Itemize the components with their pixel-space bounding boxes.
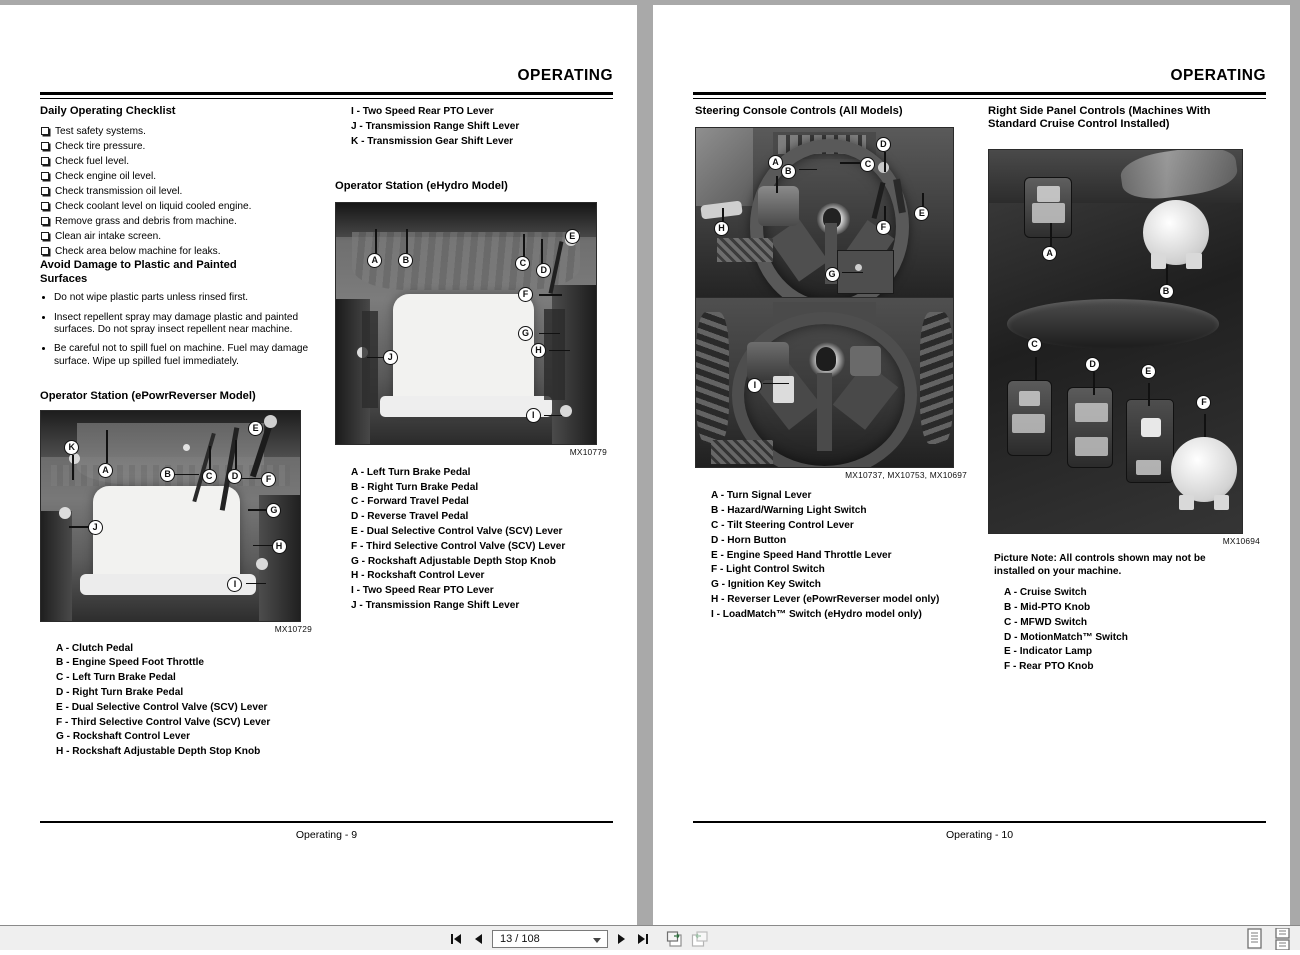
- legend-item: F - Third Selective Control Valve (SCV) Lever: [351, 540, 566, 552]
- figure-callout-D: D: [1085, 357, 1100, 372]
- figure-callout-H: H: [714, 221, 729, 236]
- footer-rule: [40, 821, 613, 823]
- daily-checklist: [40, 124, 312, 259]
- page-header-title: OPERATING: [517, 67, 613, 84]
- photo-content: [41, 411, 300, 621]
- figure-callout-D: D: [876, 137, 891, 152]
- chevron-down-icon[interactable]: [593, 938, 601, 943]
- footer-rule: [693, 821, 1266, 823]
- page-navigation-group: [448, 926, 710, 951]
- figure-callout-F: F: [876, 220, 891, 235]
- figure-callout-J: J: [88, 520, 103, 535]
- legend-item: C - MFWD Switch: [1004, 616, 1087, 628]
- legend-item: K - Transmission Gear Shift Lever: [351, 135, 514, 147]
- bullet-label: Insect repellent spray may damage plastic and painted surfaces. Do not spray insect repellent near machine.: [54, 311, 299, 336]
- page-header: [40, 67, 613, 101]
- checkbox-icon: [41, 157, 49, 165]
- checklist-item-label: Check engine oil level.: [55, 171, 156, 183]
- viewer-toolbar: [0, 925, 1300, 950]
- checklist-item: [40, 229, 312, 244]
- legend-item: B - Engine Speed Foot Throttle: [56, 657, 205, 669]
- legend-item: E - Indicator Lamp: [1004, 646, 1093, 658]
- checkbox-icon: [41, 202, 49, 210]
- figure-callout-B: B: [160, 467, 175, 482]
- legend-item: J - Transmission Range Shift Lever: [351, 599, 520, 611]
- legend-item: A - Left Turn Brake Pedal: [351, 466, 471, 478]
- legend-item: A - Clutch Pedal: [56, 642, 134, 654]
- page2-left-column: [695, 105, 967, 623]
- steering-console-heading: Steering Console Controls (All Models): [695, 105, 903, 117]
- header-rule-thick: [693, 92, 1266, 95]
- checklist-item: [40, 184, 312, 199]
- photo-content: [696, 298, 953, 467]
- figure-callout-B: B: [398, 253, 413, 268]
- document-page-right: [653, 5, 1290, 925]
- previous-view-icon[interactable]: [666, 930, 685, 948]
- figure-caption: MX10694: [1222, 535, 1260, 546]
- figure-steering-console: [695, 127, 967, 480]
- legend-item: H - Rockshaft Control Lever: [351, 570, 485, 582]
- page-number-value: 13 / 108: [500, 932, 540, 945]
- photo-operator-station-epowrreverser: [40, 410, 301, 622]
- figure-callout-D: D: [227, 469, 242, 484]
- checklist-item: [40, 169, 312, 184]
- legend-item: G - Rockshaft Adjustable Depth Stop Knob: [351, 555, 556, 567]
- checkbox-icon: [41, 247, 49, 255]
- photo-steering-console-top: [695, 127, 954, 298]
- figure-callout-E: E: [914, 206, 929, 221]
- figure-callout-A: A: [768, 155, 783, 170]
- figure-callout-I: I: [747, 378, 762, 393]
- figure-caption: MX10779: [569, 446, 607, 457]
- header-rule-thin: [40, 98, 613, 99]
- legend-item: F - Light Control Switch: [711, 564, 825, 576]
- legend-item: D - MotionMatch™ Switch: [1004, 631, 1128, 643]
- checklist-item-label: Check area below machine for leaks.: [55, 246, 221, 258]
- figure-callout-F: F: [261, 472, 276, 487]
- figure-callout-E: E: [248, 421, 263, 436]
- figure-callout-C: C: [202, 469, 217, 484]
- legend-item: J - Transmission Range Shift Lever: [351, 120, 520, 132]
- figure-callout-C: C: [860, 157, 875, 172]
- daily-checklist-heading: Daily Operating Checklist: [40, 105, 176, 117]
- page1-left-column: [40, 105, 312, 760]
- legend-item: D - Reverse Travel Pedal: [351, 511, 469, 523]
- legend-item: H - Reverser Lever (ePowrReverser model only): [711, 593, 940, 605]
- picture-note: Picture Note: All controls shown may not be installed on your machine.: [994, 552, 1206, 578]
- figure-operator-station-ehydro: [335, 202, 607, 457]
- page-number-select[interactable]: [492, 930, 608, 948]
- single-page-view-icon[interactable]: [1245, 928, 1264, 946]
- legend-item: G - Ignition Key Switch: [711, 579, 821, 591]
- figure-caption: MX10729: [274, 623, 312, 634]
- checkbox-icon: [41, 187, 49, 195]
- checklist-item: [40, 154, 312, 169]
- next-view-icon[interactable]: [691, 930, 710, 948]
- operator-station-ehydro-heading: Operator Station (eHydro Model): [335, 180, 508, 193]
- figure-callout-B: B: [781, 164, 796, 179]
- legend-operator-station-epowrreverser-continued: [351, 105, 607, 149]
- bullet-item: [40, 292, 312, 304]
- right-side-panel-heading: Right Side Panel Controls (Machines With Standard Cruise Control Installed): [988, 105, 1211, 131]
- figure-callout-F: F: [1196, 395, 1211, 410]
- figure-callout-A: A: [1042, 246, 1057, 261]
- checklist-item-label: Check fuel level.: [55, 156, 130, 168]
- figure-callout-E: E: [565, 229, 580, 244]
- figure-callout-H: H: [531, 343, 546, 358]
- legend-item: I - Two Speed Rear PTO Lever: [351, 106, 494, 117]
- legend-item: A - Cruise Switch: [1004, 587, 1087, 599]
- legend-item: B - Hazard/Warning Light Switch: [711, 505, 867, 517]
- first-page-button[interactable]: [448, 930, 464, 948]
- bullet-label: Do not wipe plastic parts unless rinsed first.: [54, 292, 249, 304]
- photo-steering-console-bottom: [695, 298, 954, 468]
- photo-operator-station-ehydro: [335, 202, 597, 445]
- legend-operator-station-ehydro: [351, 466, 607, 614]
- legend-item: F - Rear PTO Knob: [1004, 661, 1094, 673]
- checklist-item-label: Clean air intake screen.: [55, 231, 162, 243]
- figure-callout-J: J: [383, 350, 398, 365]
- previous-page-button[interactable]: [470, 930, 486, 948]
- checkbox-icon: [41, 232, 49, 240]
- figure-callout-I: I: [227, 577, 242, 592]
- figure-callout-I: I: [526, 408, 541, 423]
- page-header: [693, 67, 1266, 101]
- legend-item: B - Mid-PTO Knob: [1004, 602, 1091, 614]
- figure-callout-G: G: [518, 326, 533, 341]
- legend-item: E - Dual Selective Control Valve (SCV) Lever: [351, 525, 563, 537]
- checklist-item: [40, 199, 312, 214]
- checklist-item: [40, 139, 312, 154]
- legend-item: E - Dual Selective Control Valve (SCV) Lever: [56, 701, 268, 713]
- document-page-left: [0, 5, 637, 925]
- figure-caption: MX10737, MX10753, MX10697: [845, 470, 967, 481]
- bullet-item: [40, 312, 312, 337]
- page1-right-column: [335, 105, 607, 614]
- checklist-item-label: Check tire pressure.: [55, 141, 146, 153]
- checklist-item-label: Test safety systems.: [55, 126, 146, 138]
- checkbox-icon: [41, 172, 49, 180]
- last-page-button[interactable]: [636, 930, 652, 948]
- page-layout-group: [1245, 928, 1292, 946]
- figure-right-side-panel: [988, 149, 1260, 546]
- legend-right-side-panel: [1004, 586, 1260, 675]
- page2-right-column: [988, 105, 1260, 675]
- checklist-item-label: Check transmission oil level.: [55, 186, 183, 198]
- next-page-button[interactable]: [614, 930, 630, 948]
- checklist-item: [40, 214, 312, 229]
- checklist-item: [40, 124, 312, 139]
- page-footer: [40, 821, 613, 843]
- operator-station-epowrreverser-heading: Operator Station (ePowrReverser Model): [40, 390, 256, 403]
- legend-item: C - Forward Travel Pedal: [351, 496, 469, 508]
- figure-operator-station-epowrreverser: [40, 410, 312, 634]
- bullet-icon: [42, 347, 45, 350]
- figure-callout-K: K: [64, 440, 79, 455]
- legend-item: I - LoadMatch™ Switch (eHydro model only): [711, 608, 922, 620]
- checkbox-icon: [41, 142, 49, 150]
- figure-callout-C: C: [1027, 337, 1042, 352]
- legend-item: A - Turn Signal Lever: [711, 490, 812, 502]
- figure-callout-G: G: [825, 267, 840, 282]
- legend-item: H - Rockshaft Adjustable Depth Stop Knob: [56, 746, 261, 758]
- bullet-label: Be careful not to spill fuel on machine. Fuel may damage surface. Wipe up spilled fuel immediately.: [54, 343, 309, 367]
- page-footer-label: Operating - 9: [295, 829, 358, 841]
- legend-item: G - Rockshaft Control Lever: [56, 731, 191, 743]
- figure-callout-C: C: [515, 256, 530, 271]
- page-footer: [693, 821, 1266, 843]
- figure-callout-A: A: [98, 463, 113, 478]
- figure-callout-A: A: [367, 253, 382, 268]
- figure-callout-B: B: [1159, 284, 1174, 299]
- legend-operator-station-epowrreverser: [56, 642, 312, 760]
- checklist-item: [40, 244, 312, 259]
- continuous-page-view-icon[interactable]: [1273, 928, 1292, 946]
- figure-callout-E: E: [1141, 364, 1156, 379]
- photo-right-side-panel: [988, 149, 1243, 534]
- legend-item: F - Third Selective Control Valve (SCV) Lever: [56, 716, 271, 728]
- page-header-title: OPERATING: [1170, 67, 1266, 84]
- figure-callout-G: G: [266, 503, 281, 518]
- bullet-item: [40, 343, 312, 368]
- page-footer-label: Operating - 10: [945, 829, 1014, 841]
- bullet-icon: [42, 316, 45, 319]
- figure-callout-F: F: [518, 287, 533, 302]
- avoid-damage-heading: Avoid Damage to Plastic and Painted Surfaces: [40, 259, 237, 285]
- checklist-item-label: Remove grass and debris from machine.: [55, 216, 237, 228]
- legend-item: D - Horn Button: [711, 534, 787, 546]
- header-rule-thick: [40, 92, 613, 95]
- legend-item: E - Engine Speed Hand Throttle Lever: [711, 549, 892, 561]
- legend-item: B - Right Turn Brake Pedal: [351, 481, 479, 493]
- legend-item: I - Two Speed Rear PTO Lever: [351, 585, 494, 597]
- legend-item: D - Right Turn Brake Pedal: [56, 687, 184, 699]
- legend-steering-console: [711, 489, 967, 622]
- avoid-damage-bullets: [40, 292, 312, 368]
- bullet-icon: [42, 296, 45, 299]
- header-rule-thin: [693, 98, 1266, 99]
- figure-callout-H: H: [272, 539, 287, 554]
- legend-item: C - Left Turn Brake Pedal: [56, 672, 176, 684]
- checkbox-icon: [41, 127, 49, 135]
- legend-item: C - Tilt Steering Control Lever: [711, 520, 854, 531]
- figure-callout-D: D: [536, 263, 551, 278]
- checkbox-icon: [41, 217, 49, 225]
- checklist-item-label: Check coolant level on liquid cooled engine.: [55, 201, 252, 213]
